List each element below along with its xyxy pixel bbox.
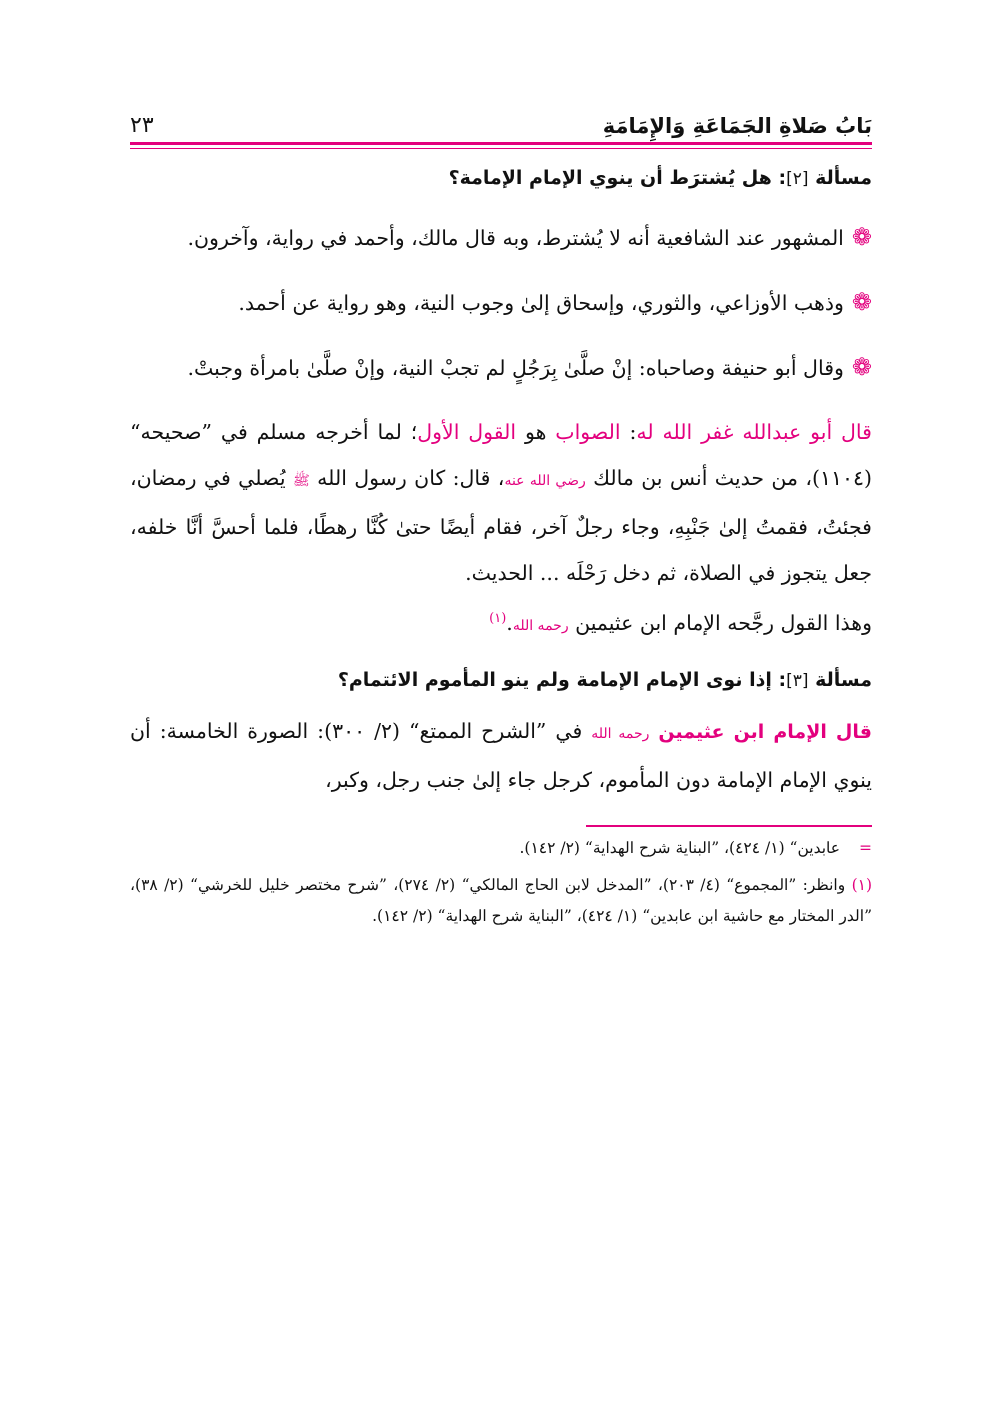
author-opinion [130,409,872,649]
paragraph-text: وذهب الأوزاعي، والثوري، وإسحاق إلىٰ وجوب النية، وهو رواية عن أحمد. [238,291,844,315]
paragraph-text: المشهور عند الشافعية أنه لا يُشترط، وبه قال مالك، وأحمد في رواية، وآخرون. [187,226,844,250]
flower-bullet-icon: ❁ [851,223,872,251]
quote-text: في ”الشرح الممتع“ (٢/ ٣٠٠): الصورة الخامسة: أن ينوي الإمام الإمامة دون المأموم، كرجل جاء إلىٰ جنب رجل، وكبر، [130,718,872,792]
paragraph-1 [130,214,872,261]
footnote-text: وانظر: ”المجموع“ (٤/ ٢٠٣)، ”المدخل لابن الحاج المالكي“ (٢/ ٢٧٤)، ”شرح مختصر خليل للخرشي“ (٢/ ٣٨)، ”الدر المختار مع حاشية ابن عابدين“ (١/ ٤٢٤)، ”البناية شرح الهداية“ (٢/ ١٤٢). [130,875,872,925]
honorific-glyph: رضي الله عنه [504,473,586,489]
text-segment: وهذا القول رجَّحه الإمام ابن عثيمين [568,610,872,635]
footnote-text: عابدين“ (١/ ٤٢٤)، ”البناية شرح الهداية“ (٢/ ١٤٢). [519,838,840,857]
question-text: : هل يُشترَط أن ينوي الإمام الإمامة؟ [448,167,787,189]
author-lead: قال أبو عبدالله غفر الله له [636,420,872,444]
page-header [130,100,872,138]
text-segment: . [506,610,513,635]
header-rule-thick [130,142,872,145]
flower-bullet-icon: ❁ [851,288,872,316]
paragraph-text: وقال أبو حنيفة وصاحباه: إنْ صلَّىٰ بِرَجُلٍ لم تجبْ النية، وإنْ صلَّىٰ بامرأة وجبتْ. [187,356,844,380]
question-number: [٣] [786,670,809,691]
footnote-1 [130,870,872,932]
footnote-separator [586,825,872,827]
book-page [130,100,872,932]
paragraph-3 [130,344,872,391]
paragraph-2 [130,279,872,326]
question-text: : إذا نوى الإمام الإمامة ولم ينو المأموم الائتمام؟ [337,668,787,691]
question-label: مسألة [808,167,872,189]
footnote-reference[interactable]: (١) [489,611,507,626]
correct-label: الصواب [555,420,621,444]
question-number: [٢] [786,169,809,189]
page-number: ٢٣ [130,113,154,138]
text-segment: ؛ لما أخرجه مسلم في ”صحيحه“ (١١٠٤)، من حديث أنس بن مالك [130,420,873,490]
first-opinion-label: القول الأول [417,420,517,444]
footnotes [130,833,872,932]
honorific-glyph: رحمه الله [591,725,650,742]
question-3 [130,663,872,698]
text-segment: يُصلي في رمضان، فجئتُ، فقمتُ إلىٰ جَنْبِهِ، وجاء رجلٌ آخر، فقام أيضًا حتىٰ كُنَّا رهطًا، فلما أحسَّ أنَّا خلفه، جعل يتجوز في الصلاة، ثم دخل رَحْلَه ... الحديث. [130,466,872,585]
honorific-glyph: ﷺ [292,473,310,489]
question-label: مسألة [808,668,872,691]
chapter-title: بَابُ صَلاةِ الجَمَاعَةِ وَالإِمَامَةِ [602,114,872,138]
header-rule-thin [130,148,872,149]
quote-speaker: قال الإمام ابن عثيمين [658,720,872,743]
honorific-glyph: رحمه الله [512,617,569,634]
footnote-continuation [130,833,872,864]
text-segment: هو [516,420,556,444]
flower-bullet-icon: ❁ [851,353,872,381]
footnote-number: (١) [851,875,873,894]
quote-paragraph [130,708,872,803]
continuation-mark: = [859,838,872,857]
question-2 [130,161,872,196]
text-segment: ، قال: كان رسول الله [309,466,505,490]
colon: : [620,420,637,444]
